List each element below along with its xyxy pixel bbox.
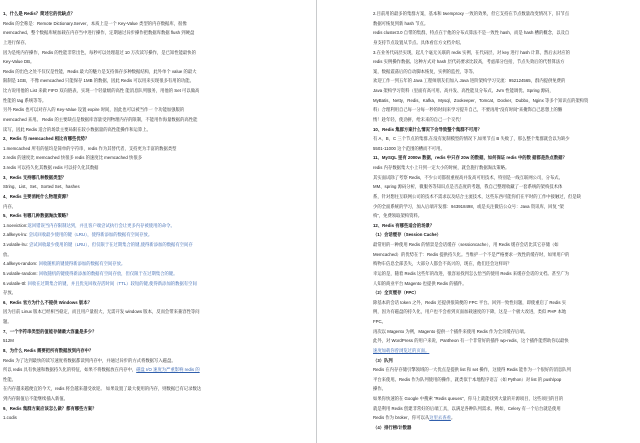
policy-name: 3.volatile-lru: [3,242,28,247]
right-paragraph: Redis 在内存存储引擎领域的一大优点是提供 list 和 set 操作，这使得 Redis 能作为一个很好的消息队列 [373,367,571,373]
right-paragraph: Memcached）的优势在于：Redis 提供持久化。当维护一个不是严格要求一致性的缓存时，如果用户的 [373,251,570,257]
left-paragraph [3,230,302,240]
left-paragraph [3,269,302,279]
left-heading: 9、Redis 集群方案应该怎么做？都有哪些方案？ [3,405,97,411]
left-paragraph: 1.memcached 所有的值均是简单的字符串，redis 作为其替代者，支持更为丰富的数据类型 [3,145,177,151]
right-paragraph: redis 实例操作数据。这种方式对 hash 层代码要求比较高，考虑部分包括，节点失效后的代替算法方 [373,59,565,65]
policy-name: 2.allkeys-lru: [3,232,28,238]
left-paragraph: 放。 [3,251,12,257]
left-heading: 5、Redis 有哪几种数据淘汰策略？ [3,213,71,219]
right-paragraph: redis cluster3.0 自带的集群，特点在于他的分布式算法不是一致性 hash，而是 hash 槽的概念，以及自 [373,30,570,36]
right-paragraph: 最常用的一种使用 Redis 的情景是会话缓存（sessioncache），用 Redis 缓存会话比其它存储（如 [373,242,559,247]
right-paragraph: 此外，对 WordPress 的用户来说，Pantheon 有一个非常好的插件 wp-redis，这个插件能帮助你以最快 [373,338,569,344]
left-paragraph: 到内存限值后不能继续插入新值。 [3,396,68,401]
left-paragraph [3,259,302,269]
right-paragraph: 人知的商业平台 Magento 也提供 Redis 的插件。 [373,280,467,286]
left-paragraph: 因为是纯内存操作，Redis 的性能非常出色，每秒可以处理超过 10 万次读写操作，是已知性能最快的 [3,49,196,55]
right-paragraph: 身支持节点设置从节点。具体看官方文档介绍。 [373,39,464,45]
right-paragraph: 料）合理利用自己每一分每一秒的时间来学习提升自己，不要再用“没有时间“来掩饰自己思想上的懒 [373,107,563,113]
left-paragraph: 在内存越来越便宜的今天，redis 将会越来越受欢迎。 如果设置了最大使用的内存，则数据已有记录数达 [3,386,202,392]
right-heading: 12、Redis 有哪些适合的场景？ [373,222,435,228]
left-paragraph: 上进行保存。 [3,39,29,45]
right-paragraph: 案，数据震荡后的自动脚本恢复，实例的监控，等等。 [373,68,477,74]
right-paragraph: 就是利用 Redis 创建非常好的后端工具，以满足各种队列需求。例如，Celery 有一个后台就是使用 [373,405,561,411]
left-paragraph: memcached 来用。 Redis 的主要缺点是数据库容量受到物理内存的限制，不能用作海量数据的高性能 [3,116,198,122]
right-paragraph: FPC。 [373,319,387,324]
right-paragraph: Java 架构学习资料（里面有高可用、高并发、高性能及分布式、Jvm 性能调优、Spring 源码， [373,88,554,93]
right-paragraph: 有 A，B，C 三个节点的集群,在没有复制模型的情况下,如果节点 B 失败了，那么整个集群就会以为缺少 [373,136,570,142]
policy-name: 6.volatile-ttl: [3,280,27,286]
left-heading: 8、为什么 Redis 需要把所有数据放到内存中？ [3,347,94,353]
left-paragraph: Key-Value DB。 [3,59,35,65]
left-heading: 3、Redis 支持哪几种数据类型？ [3,174,67,180]
left-paragraph: 内存。 [3,203,16,209]
left-paragraph [3,240,302,250]
right-paragraph: 构”，免费领取架构资料。 [373,213,423,219]
right-heading: （2）全页缓存（FPC） [373,290,419,296]
right-paragraph: 购物车信息全部丢失，大部分人都会不高兴的，现在，他们还会这样吗？ [373,261,512,267]
right-paragraph [373,346,634,356]
right-paragraph: 少的全面系统的学习，加入后端开发群：943918498，或是关注微信公众号：Java 资讯库，回复 “架 [373,203,564,209]
right-paragraph: redis 内存数据集大小上升到一定大小的时候，就会施行数据淘汰策略。 [373,165,510,170]
right-paragraph: 3.在业务代码层实现，起几个毫无关联的 redis 实例，在代码层，对 key 进行 hash 计算，然后去对应的 [373,49,570,55]
left-paragraph: 比方说用他的 List 来做 FIFO 双向链表，实现一个轻量级的高性 能消息队列服务，用他的 Set 可以做高 [3,88,200,93]
policy-name: 1.noeviction: [3,222,28,228]
right-paragraph: 欢迎工作一到五年的 Java 工程师朋友们加入 Java 进阶架构学习交流：952124565，群内提供免费的 [373,78,566,84]
left-paragraph: 题。 [3,319,12,324]
left-paragraph: 1.codis [3,415,17,421]
right-paragraph: MyBatis，Netty，Redis，Kafka，Mysql，Zookeeper，Tomcat，Docker，Dubbo，Nginx 等多个知识点的架构资 [373,97,589,103]
left-page-text [3,9,302,423]
page-left [0,0,316,443]
right-paragraph: 惰！趁年轻，使劲拼，给未来的自己一个交代！ [373,116,464,122]
left-heading: 7、一个字符串类型的值能存储最大容量是多少？ [3,328,97,334]
inline-link[interactable]: 磁盘 I/O 速度为严重影响 redis 的 [136,367,200,373]
policy-description: 尝试回收最少使用的键（LRU），使得新添加的数据有空间存放。 [27,232,153,238]
right-paragraph: 平台来使用。Redis 作为队列使用的操作，就类似于本地程序语言（如 Python）对 list 的 push/pop [373,376,562,382]
right-paragraph: 系，针对想往互联网公司的技术不需求以及结合主流技术，这些东西可能你们在平时的工作中接触过，但是缺 [373,193,581,199]
policy-description: 尝试回收最少使用的键（LRU），但仅限于在过期集合的键,使得新添加的数据有空间存 [27,242,193,247]
left-paragraph: 读写，因此 Redis 适合的场景主要局限在较小数据量的高性能操作和运算上。 [3,126,151,132]
left-paragraph [3,221,302,231]
left-heading: 2、Redis 与 memcached 相比有哪些优势？ [3,136,90,142]
right-heading: （3）队列 [373,357,393,363]
left-paragraph: 3.redis 可以持久化其数据 redis 可以持久化其数据 [3,165,99,170]
left-paragraph: 存放。 [3,290,16,296]
policy-description: 回收在过期集合的键，并且优先回收存活时间（TTL）较短的键,使得新添加的数据有空间 [26,280,197,286]
right-paragraph: 除基本的会话 token 之外，Redis 还提供很简便的 FPC 平台。回到一致性问题，即使重启了 Redis 实 [373,299,567,305]
right-paragraph: 例，因为有磁盘的持久化，用户也不会看到页面加载速度的下降，这是一个极大改进，类似 PHP 本地 [373,309,567,315]
left-paragraph: 限制是 1GB，不像 memcached 只能保存 1MB 的数据，因此 Redis 可以用来实现很多有用的功能。 [3,78,194,84]
page-right [317,0,640,443]
left-paragraph: String、List、Set、Sorted Set、hashes [3,184,80,190]
inline-link[interactable]: 这里去查看 [429,415,451,421]
left-paragraph: 512M [3,338,14,344]
right-paragraph: 2.目前用的最多的集群方案，基本和 twemproxy 一致的效果，但它支持在节点数量改变情况下，旧节点 [373,11,570,16]
left-paragraph: 另外 Redis 也可以对存入的 Key-Value 设置 expire 时间，因此也可以被当作一 个功能加强版的 [3,107,185,113]
left-paragraph: 所以 redis 具有快速和数据持久化的特征，如果不将数据放在内存中，磁盘 I/O 速度为严重影响 redis 的 [3,367,200,373]
left-paragraph: 性能。 [3,376,16,382]
left-heading: 4、Redis 主要消耗什么物理资源？ [3,193,71,199]
policy-name: 4.allkeys-random: [3,261,38,267]
policy-description: 返回错误当内存限制达到，并且客户端尝试执行会让更多内存被使用的命令。 [27,222,175,228]
policy-description: 回收随机的键使得新添加的数据有空间存放。 [37,261,126,267]
right-heading: 10、Redis 集群方案什么情况下会导致整个集群不可用？ [373,126,482,132]
policy-description: 回收随机的键使得新添加的数据有空间存放，但仅限于在过期集合的键。 [37,270,178,276]
right-paragraph: 再次以 Magento 为例，Magento 提供一个插件来使用 Redis 作为全页缓存后端。 [373,328,529,334]
left-heading: 1、什么是 Redis？简述它的优缺点？ [3,11,75,16]
left-paragraph: memcached。整个数据库统加载在内存当中进行操作，定期通过异步操作把数据库数据 flush 到硬盘 [3,30,195,36]
right-paragraph: 如果你快速的在 Google 中搜索 “Redis queues”，你马上就能找到大量的开源项目，这些项目的目的 [373,396,564,401]
left-paragraph: 因为目前 Linux 版本已经相当稳定，而且用户量很大，无需开发 windows 版本，反而会带来兼容性等问 [3,309,200,315]
inline-link[interactable]: 速度加载你曾浏览过的页面。 [373,347,430,353]
left-paragraph: 2.redis 的速度比 memcached 快很多 redis 的速度比 memcached 快很多 [3,155,143,161]
left-paragraph [3,279,302,289]
policy-name: 5.volatile-random: [3,270,38,276]
left-paragraph: 性能的 tag 系统等等。 [3,97,47,103]
right-paragraph: Redis 作为 broker，你可以从这里去查看。 [373,415,456,421]
right-paragraph: 数据可恢复到新 hash 节点。 [373,20,429,26]
left-paragraph: Redis 的全称是：Remote Dictionary.Server，本质上是一个 Key-Value 类型的内存数据库，很像 [3,20,187,26]
right-heading: 11、MySQL 里有 2000w 数据，redis 中只存 20w 的数据，如何保证 redis 中的数 据都是热点数据？ [373,155,567,161]
right-paragraph: 操作。 [373,386,386,392]
right-heading: （4）排行榜/计数器 [373,424,412,430]
right-paragraph: 5501-11000 这个范围的槽而不可用。 [373,145,445,151]
left-paragraph: Redis 为了达到最快的读写速度将数据都读到内存中，并通过异步的方式将数据写入磁盘。 [3,357,176,363]
right-paragraph: 幸运的是，随着 Redis 这些年的改进，很容易找到怎么恰当的使用 Redis 来缓存会话的文档。甚至广为 [373,270,570,276]
right-page-text [373,9,634,433]
left-heading: 6、Redis 官方为什么不提供 Windows 版本？ [3,299,92,305]
right-heading: （1）会话缓存（Session Cache） [373,232,442,238]
right-paragraph: MM、spring 源码分析，微服务等知识点是否态度的考题，我自己整理收藏了一套系统的架构技术体 [373,184,563,190]
right-paragraph: 其实面试除了考察 Redis，不少公司都很重视高并发高可用技术，特别是一线互联网公司，分布式、 [373,174,563,180]
left-paragraph: Redis 的出色之处不仅仅是性能，Redis 最大的魅力是支持保存多种数据结构，此外单个 value 的最大 [3,68,197,74]
